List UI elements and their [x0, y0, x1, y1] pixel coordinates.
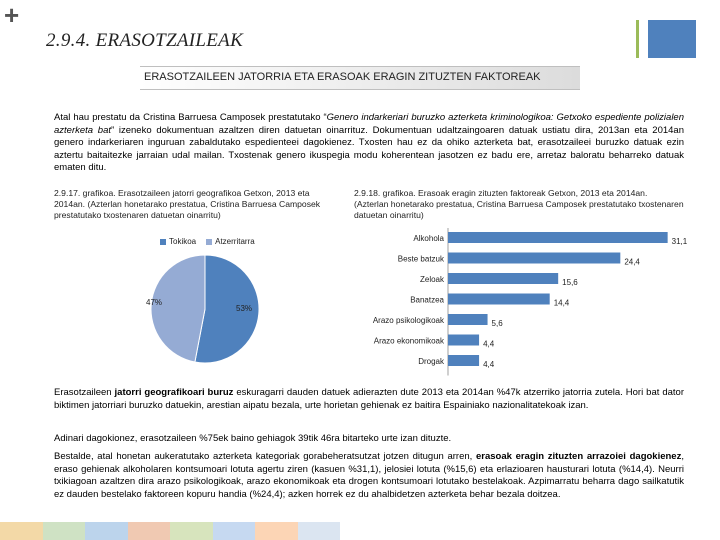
intro-text-after: ” izeneko dokumentuan azaltzen diren datuetan oinarrituz. Dokumentuan udaltzaingoaren datuak ustiatu dira, 2013an eta 2014an genero indarkeriaren inguruan zabaldutako espedienteei dagokienez. Txosten hau ez da ohiko azterketa bat, erasotzaileei buruzko datuak ezin aztertu baitaitezke jarraian udal mailan. Txostenak genero ikuspegia modu koherentean jasotzen ez badu ere, arretaz baloratu beharreko datuak ematen ditu.	[54, 124, 684, 173]
legend-swatch-local	[160, 239, 166, 245]
bar-value-label-1: 24,4	[624, 257, 640, 267]
strip-segment-2	[85, 522, 128, 540]
strip-segment-0	[0, 522, 43, 540]
strip-segment-3	[128, 522, 171, 540]
bar-3	[448, 294, 550, 305]
strip-segment-4	[170, 522, 213, 540]
bar-category-label-1: Beste batzuk	[397, 254, 444, 264]
corner-accent-line	[636, 20, 639, 58]
slide-title: 2.9.4. ERASOTZAILEAK	[46, 30, 244, 51]
legend-item-foreign	[206, 237, 255, 246]
bar-value-label-0: 31,1	[671, 237, 688, 246]
plus-icon: +	[4, 0, 20, 30]
bar-category-label-5: Arazo ekonomikoak	[373, 336, 444, 346]
bar-category-label-3: Banatzea	[410, 295, 444, 305]
bar-category-label-6: Drogak	[418, 357, 444, 366]
legend-label-foreign: Atzerritarra	[215, 237, 255, 246]
factors-text-after: , eraso gehienak alkoholaren kontsumoari lotuta agertu ziren (kasuen %31,1), jelosiei lotuta (%15,6) eta erlazioaren hausturari lotuta (%14,4). Neurri txikiagoan azaltzen dira arazo psikologikoak, arazo ekonomikoak eta drogen kontsumoari lotutako bestelakoak. Azpimarratu beharra dago sailkatutik ez dauden bestelako faktoreen kopuru handia (%24,4); azken horrek ez du ahalbidetzen azterketa behar bezala doitzea.	[54, 451, 684, 500]
strip-segment-1	[43, 522, 86, 540]
factors-text-bold: erasoak eragin zituzten arrazoiei dagokienez	[475, 451, 682, 462]
bar-value-label-2: 15,6	[562, 278, 578, 287]
legend-item-local	[160, 237, 196, 246]
intro-paragraph	[54, 112, 684, 175]
bottom-color-strip	[0, 522, 340, 540]
bar-2	[448, 273, 558, 284]
legend-label-local: Tokikoa	[169, 237, 197, 246]
factors-paragraph	[54, 451, 684, 501]
bar-4	[448, 314, 488, 325]
origin-text-before: Erasotzaileen	[54, 387, 115, 398]
bar-value-label-3: 14,4	[553, 298, 570, 308]
bar-1	[448, 253, 620, 264]
intro-document-title: Genero indarkeriari buruzko azterketa kriminologikoa: Getxoko espediente polizialen azterketa bat	[54, 112, 685, 136]
intro-text-before: Atal hau prestatu da Cristina Barruesa Camposek prestatutako “	[54, 112, 327, 123]
factors-text-before: Bestalde, atal honetan aukeratutako azterketa kategoriak gorabeheratsutzat jotzen ditugun arren,	[54, 451, 476, 462]
origin-paragraph	[54, 387, 684, 412]
pie-chart-caption: 2.9.17. grafikoa. Erasotzaileen jatorri geografikoa Getxon, 2013 eta 2014an. (Azterlan honetarako prestatua, Cristina Barruesa Camposek prestatutako txostenaren datuetan oinarritu)	[54, 188, 321, 220]
pie-label-local: 53%	[236, 304, 253, 313]
bar-6	[448, 355, 479, 366]
corner-accent-box	[648, 20, 696, 58]
origin-text-after: eskuragarri dauden datuek adierazten dute 2013 eta 2014an %47k atzerriko jatorria zutela. Hori bat dator biktimen jatorriari buruzko datuekin, arestian aipatu bezala, urte horietan gehienak ez baitira Espainiako nazionalitatekoak izan.	[54, 387, 684, 411]
subtitle: ERASOTZAILEEN JATORRIA ETA ERASOAK ERAGIN ZITUZTEN FAKTOREAK	[144, 71, 541, 83]
bar-category-label-2: Zeloak	[419, 275, 444, 284]
bar-category-label-0: Alkohola	[413, 234, 444, 243]
bar-0	[448, 232, 668, 243]
bar-chart	[354, 228, 688, 376]
bar-chart-caption: 2.9.18. grafikoa. Erasoak eragin zituzten faktoreak Getxon, 2013 eta 2014an. (Azterlan honetarako prestatua, Cristina Barruesa Camposek prestatutako txostenaren datuetan oinarritu)	[354, 188, 684, 220]
strip-segment-6	[255, 522, 298, 540]
bar-5	[448, 335, 479, 346]
pie-slice-foreign	[151, 255, 205, 362]
pie-label-foreign: 47%	[146, 298, 163, 307]
pie-legend	[160, 237, 255, 246]
bar-value-label-4: 5,6	[491, 319, 503, 328]
legend-swatch-foreign	[206, 239, 212, 245]
bar-value-label-6: 4,4	[483, 360, 495, 369]
age-paragraph: Adinari dagokionez, erasotzaileen %75ek baino gehiagok 39tik 46ra bitarteko urte izan dituzte.	[54, 433, 452, 444]
origin-text-bold: jatorri geografikoari buruz	[114, 387, 234, 398]
strip-segment-7	[298, 522, 341, 540]
bar-value-label-5: 4,4	[483, 339, 495, 349]
strip-segment-5	[213, 522, 256, 540]
bar-category-label-4: Arazo psikologikoak	[372, 316, 444, 325]
